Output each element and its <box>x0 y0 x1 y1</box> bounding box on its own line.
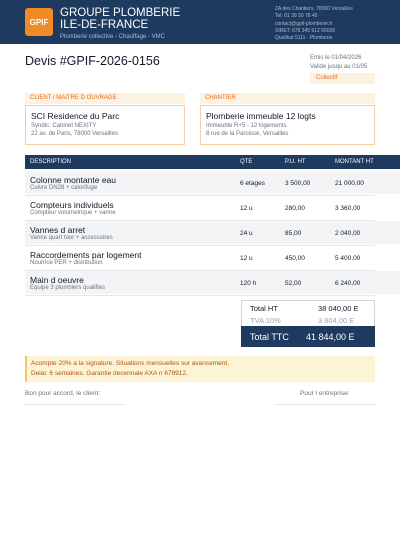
site-address: 8 rue de la Paroisse, Versailles <box>206 131 289 137</box>
total-tva <box>241 314 375 326</box>
quote-dates <box>310 54 367 71</box>
row-detail: Equipe 3 plombiers qualifies <box>30 284 106 291</box>
client-address: 22 av. de Paris, 78000 Versailles <box>31 131 118 137</box>
site-box <box>200 105 375 145</box>
site-description: Immeuble R+5 - 12 logements <box>206 123 287 129</box>
contact-address: ZA des Chantiers, 78000 Versailles <box>275 6 353 12</box>
total-ht <box>241 302 375 314</box>
row-detail: Cuivre DN28 + calorifuge <box>30 184 98 191</box>
client-signature-label: Bon pour accord, le client: <box>25 390 101 397</box>
company-header <box>0 0 400 44</box>
row-description: Vannes d arret <box>30 225 86 235</box>
row-unit-price: 3 500,00 <box>285 180 311 187</box>
status-badge: Collectif <box>310 73 375 84</box>
quote-issued-date: Emis le 01/04/2026 <box>310 55 362 61</box>
contact-qualification: Qualibat 5111 - Plomberie <box>275 35 333 42</box>
row-unit-price: 52,00 <box>285 280 302 287</box>
table-row <box>25 221 400 244</box>
site-heading: CHANTIER <box>200 93 375 104</box>
row-detail: Nourrice PER + distribution <box>30 259 103 266</box>
table-row <box>25 171 400 194</box>
table-row <box>25 246 400 269</box>
row-unit-price: 280,00 <box>285 205 305 212</box>
row-qty: 12 u <box>240 255 253 262</box>
row-amount: 3 360,00 <box>335 205 361 212</box>
col-qty: QTE <box>240 159 253 165</box>
row-qty: 24 u <box>240 230 253 237</box>
contact-email: contact@gpif-plomberie.fr <box>275 20 333 27</box>
tva-value: 3 804,00 E <box>318 316 355 325</box>
row-description: Colonne montante eau <box>30 175 117 185</box>
total-ht-value: 38 040,00 E <box>318 304 359 313</box>
tva-label: TVA 10% <box>250 316 281 325</box>
client-name: SCI Residence du Parc <box>31 111 120 121</box>
row-detail: Compteur volumetrique + vanne <box>30 209 116 216</box>
contact-phone: Tel: 01 39 50 78 45 <box>275 13 318 20</box>
note-delay: Delai: 6 semaines. Garantie decennale AXA n 678912. <box>31 369 188 377</box>
row-divider <box>25 295 375 296</box>
total-ttc-label: Total TTC <box>250 332 289 342</box>
quote-valid-until: Valide jusqu au 01/05 <box>310 63 368 70</box>
table-header <box>25 155 400 169</box>
row-amount: 2 040,00 <box>335 230 361 237</box>
row-qty: 12 u <box>240 205 253 212</box>
table-row <box>25 196 400 219</box>
client-signature-line <box>25 404 125 405</box>
client-heading: CLIENT / MAITRE D OUVRAGE <box>25 93 185 104</box>
row-detail: Vanne quart tour + accessoires <box>30 234 113 241</box>
col-unit-price: P.U. HT <box>285 159 306 165</box>
company-name-line1: GROUPE PLOMBERIE <box>60 7 181 19</box>
total-ttc <box>241 326 375 347</box>
table-row <box>25 271 400 294</box>
row-qty: 120 h <box>240 280 257 287</box>
company-logo: GPIF <box>25 8 53 36</box>
company-signature-line <box>275 404 375 405</box>
payment-notes <box>25 356 375 382</box>
company-name-line2: ILE-DE-FRANCE <box>60 19 149 31</box>
row-unit-price: 85,00 <box>285 230 302 237</box>
client-box <box>25 105 185 145</box>
row-amount: 5 400,00 <box>335 255 361 262</box>
col-description: DESCRIPTION <box>30 159 72 165</box>
total-ht-label: Total HT <box>250 304 278 313</box>
quote-title: Devis #GPIF-2026-0156 <box>25 54 160 68</box>
company-signature-label: Pour l entreprise: <box>300 390 350 397</box>
site-name: Plomberie immeuble 12 logts <box>206 111 316 121</box>
row-unit-price: 450,00 <box>285 255 305 262</box>
col-amount: MONTANT HT <box>335 159 374 165</box>
row-amount: 21 000,00 <box>335 180 364 187</box>
row-description: Raccordements par logement <box>30 250 142 260</box>
row-amount: 6 240,00 <box>335 280 361 287</box>
row-description: Compteurs individuels <box>30 200 114 210</box>
note-deposit: Acompte 20% a la signature. Situations mensuelles sur avancement. <box>31 360 229 367</box>
client-syndic: Syndic: Cabinet NEXITY <box>31 123 97 129</box>
row-description: Main d oeuvre <box>30 275 84 285</box>
company-contact <box>275 6 400 42</box>
total-ttc-value: 41 844,00 E <box>306 332 355 342</box>
contact-siret: SIRET: 678 345 912 00028 <box>275 27 336 34</box>
row-qty: 6 etages <box>240 180 265 187</box>
company-tagline: Plomberie collective - Chauffage - VMC <box>60 34 165 40</box>
company-name <box>60 7 240 31</box>
